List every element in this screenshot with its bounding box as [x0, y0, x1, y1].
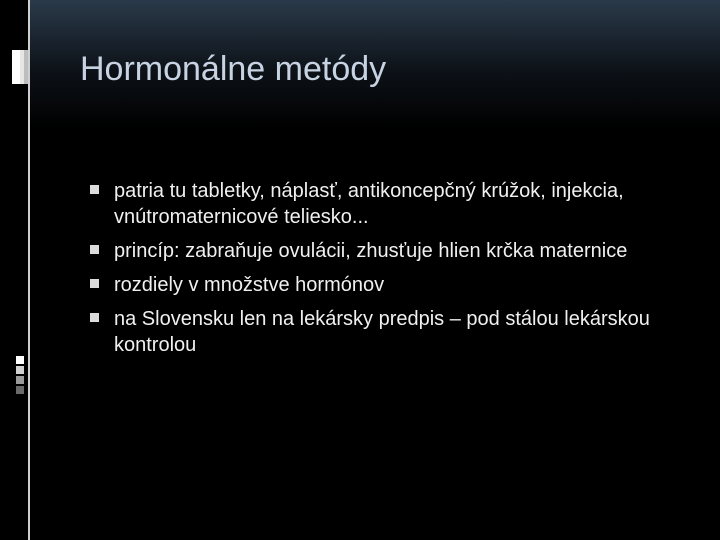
bullet-list — [90, 178, 670, 366]
square-bullet-icon — [90, 245, 99, 254]
bullet-text: na Slovensku len na lekársky predpis – pod stálou lekárskou kontrolou — [114, 308, 650, 356]
bullet-item — [90, 306, 670, 358]
square-bullet-icon — [90, 313, 99, 322]
bullet-text: patria tu tabletky, náplasť, antikoncepčný krúžok, injekcia, vnútromaternicové teliesko... — [114, 180, 624, 228]
bullet-item — [90, 178, 670, 230]
decorative-square — [16, 376, 24, 384]
square-bullet-icon — [90, 279, 99, 288]
bullet-text: rozdiely v množstve hormónov — [114, 274, 385, 296]
decorative-square — [16, 366, 24, 374]
bullet-text: princíp: zabraňuje ovulácii, zhusťuje hlien krčka maternice — [114, 240, 628, 262]
decorative-square — [16, 356, 24, 364]
title-decoration-block-light — [12, 50, 20, 84]
slide-title: Hormonálne metódy — [80, 50, 387, 88]
bullet-item — [90, 238, 670, 264]
decorative-square — [16, 386, 24, 394]
left-accent-line — [28, 0, 30, 540]
title-decoration-block-gray — [24, 50, 28, 84]
bullet-item — [90, 272, 670, 298]
square-bullet-icon — [90, 185, 99, 194]
